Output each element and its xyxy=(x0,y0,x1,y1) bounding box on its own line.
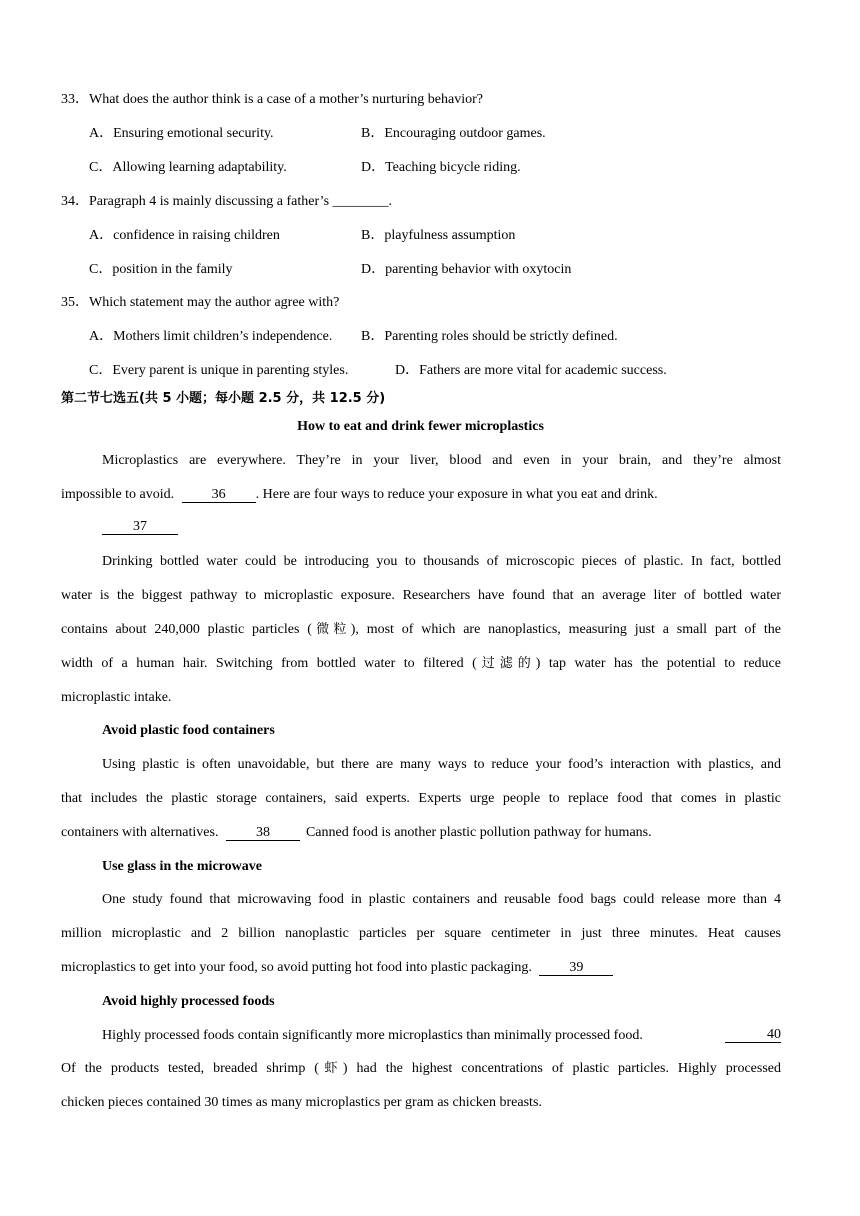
paragraph-5-line-2-b: ) had the highest concentrations of plastic particles. Highly processed xyxy=(342,1061,781,1076)
paragraph-4-line-3 xyxy=(61,959,613,977)
subheading-glass-microwave: Use glass in the microwave xyxy=(102,859,262,874)
paragraph-3-text-after-blank: Canned food is another plastic pollution pathway for humans. xyxy=(305,825,652,840)
paragraph-3-line-2: that includes the plastic storage containers, said experts. Experts urge people to replace food that comes in plastic xyxy=(61,791,781,806)
paragraph-5-line-2-a: Of the products tested, breaded shrimp ( xyxy=(61,1061,319,1076)
blank-40: 40 xyxy=(725,1027,781,1043)
paragraph-3-line-3 xyxy=(61,824,652,842)
paragraph-1-text-before-blank: impossible to avoid. xyxy=(61,487,175,502)
paragraph-2-gloss-filtered: 过滤的 xyxy=(476,656,536,671)
question-33-option-a: A．Ensuring emotional security. xyxy=(89,126,274,141)
heading-blank-37-line xyxy=(102,518,178,536)
passage-title: How to eat and drink fewer microplastics xyxy=(297,419,544,434)
paragraph-2-line-4 xyxy=(61,655,781,673)
subheading-plastic-containers: Avoid plastic food containers xyxy=(102,723,275,738)
paragraph-3-line-1: Using plastic is often unavoidable, but there are many ways to reduce your food’s interaction with plastics, and xyxy=(102,757,781,772)
section-heading: 第二节七选五(共 5 小题；每小题 2.5 分，共 12.5 分) xyxy=(61,391,386,406)
paragraph-4-line-2: million microplastic and 2 billion nanoplastic particles per square centimeter in just three minutes. Heat causes xyxy=(61,926,781,941)
blank-36: 36 xyxy=(182,487,256,503)
paragraph-5-line-3: chicken pieces contained 30 times as many microplastics per gram as chicken breasts. xyxy=(61,1095,542,1110)
subheading-processed-foods: Avoid highly processed foods xyxy=(102,994,275,1009)
paragraph-2-line-3-b: ), most of which are nanoplastics, measuring just a small part of the xyxy=(350,622,781,637)
question-33-option-b: B．Encouraging outdoor games. xyxy=(361,126,546,141)
paragraph-2-line-5: microplastic intake. xyxy=(61,690,172,705)
paragraph-2-gloss-particles: 微粒 xyxy=(311,622,351,637)
question-34-option-d: D．parenting behavior with oxytocin xyxy=(361,262,572,277)
question-33-option-d: D．Teaching bicycle riding. xyxy=(361,160,521,175)
question-34-option-b: B．playfulness assumption xyxy=(361,228,516,243)
question-35-stem: 35．Which statement may the author agree with? xyxy=(61,295,340,310)
question-35-option-d: D．Fathers are more vital for academic success. xyxy=(395,363,667,378)
paragraph-4-line-1: One study found that microwaving food in plastic containers and reusable food bags could release more than 4 xyxy=(102,892,781,907)
paragraph-1-text-after-blank: . Here are four ways to reduce your exposure in what you eat and drink. xyxy=(255,487,658,502)
paragraph-1-line-1: Microplastics are everywhere. They’re in your liver, blood and even in your brain, and they’re almost xyxy=(102,453,781,468)
paragraph-3-text-before-blank: containers with alternatives. xyxy=(61,825,219,840)
blank-38: 38 xyxy=(226,825,300,841)
question-34-option-a: A．confidence in raising children xyxy=(89,228,280,243)
question-33-stem: 33．What does the author think is a case of a mother’s nurturing behavior? xyxy=(61,92,483,107)
paragraph-5-line-1 xyxy=(102,1027,781,1045)
paragraph-2-line-4-a: width of a human hair. Switching from bottled water to filtered ( xyxy=(61,656,477,671)
blank-39: 39 xyxy=(539,960,613,976)
paragraph-5-text-before-blank: Highly processed foods contain significantly more microplastics than minimally processed food. xyxy=(102,1028,643,1043)
paragraph-5-line-2 xyxy=(61,1060,781,1078)
paragraph-2-line-2: water is the biggest pathway to microplastic exposure. Researchers have found that an average liter of bottled water xyxy=(61,588,781,603)
paragraph-2-line-4-b: ) tap water has the potential to reduce xyxy=(535,656,781,671)
question-34-option-c: C．position in the family xyxy=(89,262,233,277)
question-35-option-b: B．Parenting roles should be strictly defined. xyxy=(361,329,618,344)
paragraph-1-line-2 xyxy=(61,486,658,504)
question-33-option-c: C．Allowing learning adaptability. xyxy=(89,160,287,175)
paragraph-2-line-3-a: contains about 240,000 plastic particles ( xyxy=(61,622,312,637)
question-35-option-a: A．Mothers limit children’s independence. xyxy=(89,329,333,344)
question-35-option-c: C．Every parent is unique in parenting styles. xyxy=(89,363,349,378)
paragraph-4-text-before-blank: microplastics to get into your food, so avoid putting hot food into plastic packaging. xyxy=(61,960,532,975)
question-34-stem: 34．Paragraph 4 is mainly discussing a father’s ________. xyxy=(61,194,393,209)
paragraph-2-line-1: Drinking bottled water could be introducing you to thousands of microscopic pieces of plastic. In fact, bottled xyxy=(102,554,781,569)
paragraph-5-gloss-shrimp: 虾 xyxy=(318,1061,343,1076)
blank-37: 37 xyxy=(102,519,178,535)
paragraph-2-line-3 xyxy=(61,621,781,639)
